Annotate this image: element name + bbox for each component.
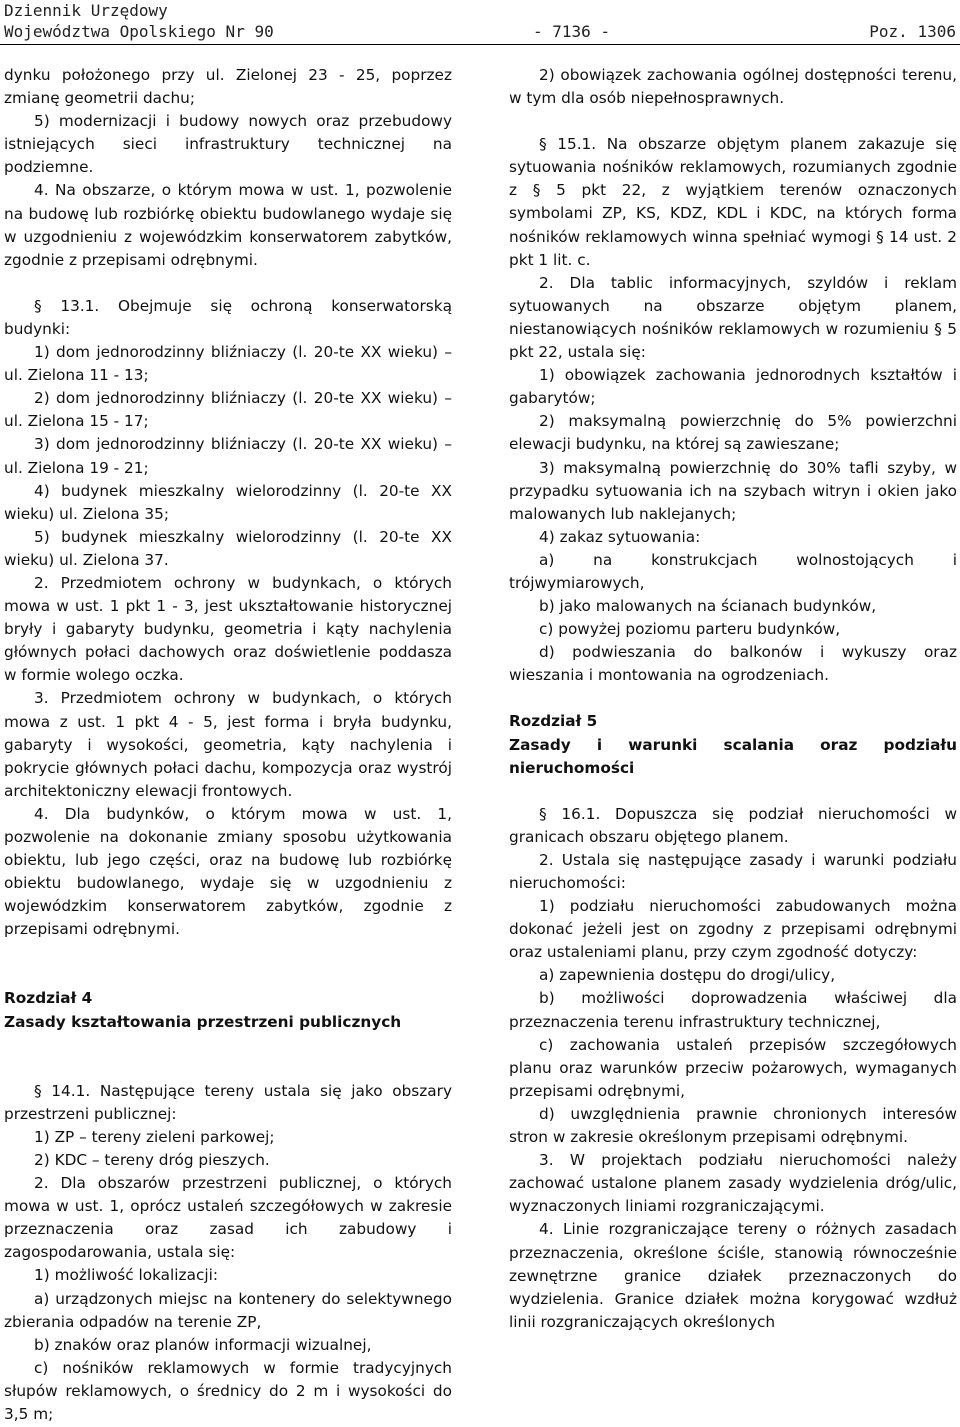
paragraph: 4. Linie rozgraniczające tereny o różnych zasadach przeznaczenia, określone ściśle, stanowią równocześnie zewnętrzne granice działek przeznaczonych do wydzielenia. Granice działek można korygować wzdłuż linii rozgraniczających określonych xyxy=(509,1220,957,1331)
list-item: 2) dom jednorodzinny bliźniaczy (l. 20-te XX wieku) – ul. Zielona 15 - 17; xyxy=(4,389,452,431)
header-page-number: - 7136 - xyxy=(532,22,611,41)
paragraph: 2. Dla tablic informacyjnych, szyldów i reklam sytuowanych na obszarze objętym planem, niestanowiących nośników reklamowych w rozumieniu § 5 pkt 22, ustala się: xyxy=(509,273,957,362)
paragraph: 2. Przedmiotem ochrony w budynkach, o których mowa w ust. 1 pkt 1 - 3, jest ukształtowanie historycznej bryły i gabaryty budynku, geometria i kąty nachylenia głównych połaci dachowych oraz doświetlenie poddasza w formie wolego oczka. xyxy=(4,573,452,685)
header-rule xyxy=(0,44,960,45)
list-item: 1) podziału nieruchomości zabudowanych można dokonać jeżeli jest on zgodny z przepisami odrębnymi oraz ustaleniami planu, przy czym zgodność dotyczy: xyxy=(509,897,957,962)
paragraph: 4. Na obszarze, o którym mowa w ust. 1, pozwolenie na budowę lub rozbiórkę obiektu budowlanego wydaje się w uzgodnieniu z wojewódzkim konserwatorem zabytków, zgodnie z przepisami odrębnymi. xyxy=(4,181,452,269)
list-item: 2) KDC – tereny dróg pieszych. xyxy=(34,1150,270,1169)
list-item: 1) dom jednorodzinny bliźniaczy (l. 20-te XX wieku) – ul. Zielona 11 - 13; xyxy=(4,343,452,385)
list-item: 3) maksymalną powierzchnię do 30% tafli szyby, w przypadku sytuowania ich na szybach witryn i okien jako malowanych lub naklejanych; xyxy=(509,458,957,523)
list-item: a) na konstrukcjach wolnostojących i trójwymiarowych, xyxy=(509,550,957,592)
left-column xyxy=(4,64,452,1426)
chapter-5-title: Zasady i warunki scalania oraz podziału nieruchomości xyxy=(509,735,957,777)
section-14-paragraph: § 14.1. Następujące tereny ustala się jako obszary przestrzeni publicznej: xyxy=(4,1081,452,1123)
list-item: 1) obowiązek zachowania jednorodnych kształtów i gabarytów; xyxy=(509,366,957,408)
list-item: d) uwzględnienia prawnie chronionych interesów stron w zakresie określonym przepisami odrębnymi. xyxy=(509,1104,957,1147)
paragraph: 3. W projektach podziału nieruchomości należy zachować ustalone planem zasady wydzielenia dróg/ulic, wyznaczonych liniami rozgraniczającymi. xyxy=(509,1151,957,1216)
journal-title: Dziennik Urzędowy xyxy=(4,1,168,20)
list-item: a) zapewnienia dostępu do drogi/ulicy, xyxy=(539,966,836,985)
list-item: 5) budynek mieszkalny wielorodzinny (l. 20-te XX wieku) ul. Zielona 37. xyxy=(4,527,452,569)
list-item: c) nośników reklamowych w formie tradycyjnych słupów reklamowych, o średnicy do 2 m i wysokości do 3,5 m; xyxy=(4,1358,452,1423)
section-13-paragraph: § 13.1. Obejmuje się ochroną konserwatorską budynki: xyxy=(4,296,452,338)
section-15-paragraph: § 15.1. Na obszarze objętym planem zakazuje się sytuowania nośników reklamowych, rozumianych zgodnie z § 5 pkt 22, z wyjątkiem terenów oznaczonych symbolami ZP, KS, KDZ, KDL i KDC, na których forma nośników reklamowych winna spełniać wymogi § 14 ust. 2 pkt 1 lit. c. xyxy=(509,135,957,269)
list-item: 5) modernizacji i budowy nowych oraz przebudowy istniejących sieci infrastruktury technicznej na podziemne. xyxy=(4,112,452,177)
list-item: 2) maksymalną powierzchnię do 5% powierzchni elewacji budynku, na której są zawieszane; xyxy=(509,412,957,454)
paragraph: 2. Ustala się następujące zasady i warunki podziału nieruchomości: xyxy=(509,850,957,892)
list-item: c) powyżej poziomu parteru budynków, xyxy=(539,620,841,639)
list-item: b) możliwości doprowadzenia właściwej dla przeznaczenia terenu infrastruktury technicznej, xyxy=(509,989,957,1031)
paragraph: 2. Dla obszarów przestrzeni publicznej, o których mowa w ust. 1, oprócz ustaleń szczegółowych w zakresie przeznaczenia oraz zasad ich zabudowy i zagospodarowania, ustala się: xyxy=(4,1174,452,1262)
list-item: c) zachowania ustaleń przepisów szczegółowych planu oraz warunków przeciw pożarowych, wymaganych przepisami odrębnymi, xyxy=(509,1035,957,1100)
header-journal-issue: Województwa Opolskiego Nr 90 xyxy=(4,22,274,41)
list-item: 4) zakaz sytuowania: xyxy=(539,527,701,546)
list-item: 1) ZP – tereny zieleni parkowej; xyxy=(34,1127,275,1146)
list-item: b) znaków oraz planów informacji wizualnej, xyxy=(34,1335,372,1354)
page-header xyxy=(4,21,956,43)
list-item: b) jako malowanych na ścianach budynków, xyxy=(539,597,877,616)
list-item: 4) budynek mieszkalny wielorodzinny (l. 20-te XX wieku) ul. Zielona 35; xyxy=(4,481,452,523)
list-item: d) podwieszania do balkonów i wykuszy oraz wieszania i montowania na ogrodzeniach. xyxy=(509,643,957,685)
chapter-4-title: Zasady kształtowania przestrzeni publicznych xyxy=(4,1012,402,1031)
list-item: 2) obowiązek zachowania ogólnej dostępności terenu, w tym dla osób niepełnosprawnych. xyxy=(509,66,957,108)
chapter-5-number: Rozdział 5 xyxy=(509,712,598,731)
list-item: 1) możliwość lokalizacji: xyxy=(34,1266,219,1285)
list-item: 3) dom jednorodzinny bliźniaczy (l. 20-te XX wieku) – ul. Zielona 19 - 21; xyxy=(4,435,452,477)
right-column xyxy=(509,64,957,1334)
paragraph: 4. Dla budynków, o którym mowa w ust. 1, pozwolenie na dokonanie zmiany sposobu użytkowania obiektu, lub jego części, oraz na budowę lub rozbiórkę obiektu budowlanego, wydaje się w uzgodnieniu z wojewódzkim konserwatorem zabytków, zgodnie z przepisami odrębnymi. xyxy=(4,804,452,939)
section-16-paragraph: § 16.1. Dopuszcza się podział nieruchomości w granicach obszaru objętego planem. xyxy=(509,804,957,846)
chapter-4-number: Rozdział 4 xyxy=(4,989,93,1008)
paragraph: dynku położonego przy ul. Zielonej 23 - 25, poprzez zmianę geometrii dachu; xyxy=(4,66,452,108)
header-position: Poz. 1306 xyxy=(869,22,956,41)
paragraph: 3. Przedmiotem ochrony w budynkach, o których mowa z ust. 1 pkt 4 - 5, jest forma i bryła budynku, gabaryty i wysokości, geometria, kąty nachylenia i pokrycie głównych połaci dachu, kompozycja oraz wystrój architektoniczny elewacji frontowych. xyxy=(4,689,452,800)
list-item: a) urządzonych miejsc na kontenery do selektywnego zbierania odpadów na terenie ZP, xyxy=(4,1289,452,1331)
